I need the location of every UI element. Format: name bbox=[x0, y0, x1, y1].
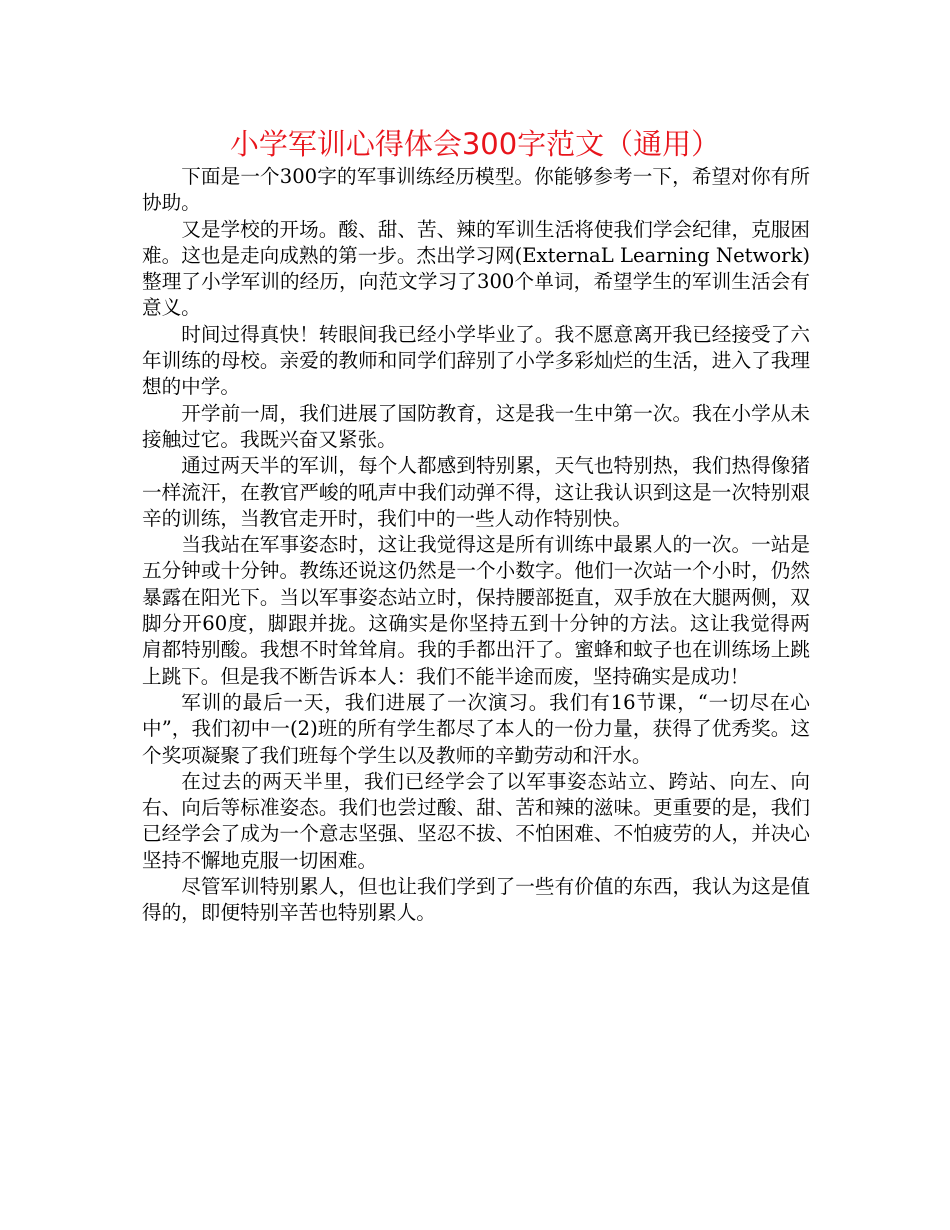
paragraph-8: 在过去的两天半里，我们已经学会了以军事姿态站立、跨站、向左、向右、向后等标准姿态。我们也尝过酸、甜、苦和辣的滋味。更重要的是，我们已经学会了成为一个意志坚强、坚忍不拔、不怕困难、不怕疲劳的人，并决心坚持不懈地克服一切困难。 bbox=[142, 769, 810, 872]
paragraph-3: 时间过得真快！转眼间我已经小学毕业了。我不愿意离开我已经接受了六年训练的母校。亲爱的教师和同学们辞别了小学多彩灿烂的生活，进入了我理想的中学。 bbox=[142, 322, 810, 399]
paragraph-2: 又是学校的开场。酸、甜、苦、辣的军训生活将使我们学会纪律，克服困难。这也是走向成熟的第一步。杰出学习网(ExternaL Learning Network)整理了小学军训的经历，向范文学习了300个单词，希望学生的军训生活会有意义。 bbox=[142, 217, 810, 320]
paragraph-4: 开学前一周，我们进展了国防教育，这是我一生中第一次。我在小学从未接触过它。我既兴奋又紧张。 bbox=[142, 401, 810, 451]
document-body bbox=[142, 164, 810, 927]
document-title: 小学军训心得体会300字范文（通用） bbox=[229, 127, 721, 161]
paragraph-5: 通过两天半的军训，每个人都感到特别累，天气也特别热，我们热得像猪一样流汗，在教官严峻的吼声中我们动弹不得，这让我认识到这是一次特别艰辛的训练，当教官走开时，我们中的一些人动作特别快。 bbox=[142, 454, 810, 530]
paragraph-7: 军训的最后一天，我们进展了一次演习。我们有16节课，“一切尽在心中”，我们初中一(2)班的所有学生都尽了本人的一份力量，获得了优秀奖。这个奖项凝聚了我们班每个学生以及教师的辛勤劳动和汗水。 bbox=[142, 690, 810, 767]
paragraph-1: 下面是一个300字的军事训练经历模型。你能够参考一下，希望对你有所协助。 bbox=[142, 165, 810, 215]
paragraph-6: 当我站在军事姿态时，这让我觉得这是所有训练中最累人的一次。一站是五分钟或十分钟。教练还说这仍然是一个小数字。他们一次站一个小时，仍然暴露在阳光下。当以军事姿态站立时，保持腰部挺直，双手放在大腿两侧，双脚分开60度，脚跟并拢。这确实是你坚持五到十分钟的方法。这让我觉得两肩都特别酸。我想不时耸耸肩。我的手都出汗了。蜜蜂和蚊子也在训练场上跳上跳下。但是我不断告诉本人：我们不能半途而废，坚持确实是成功！ bbox=[142, 533, 810, 688]
paragraph-9: 尽管军训特别累人，但也让我们学到了一些有价值的东西，我认为这是值得的，即便特别辛苦也特别累人。 bbox=[142, 875, 810, 925]
